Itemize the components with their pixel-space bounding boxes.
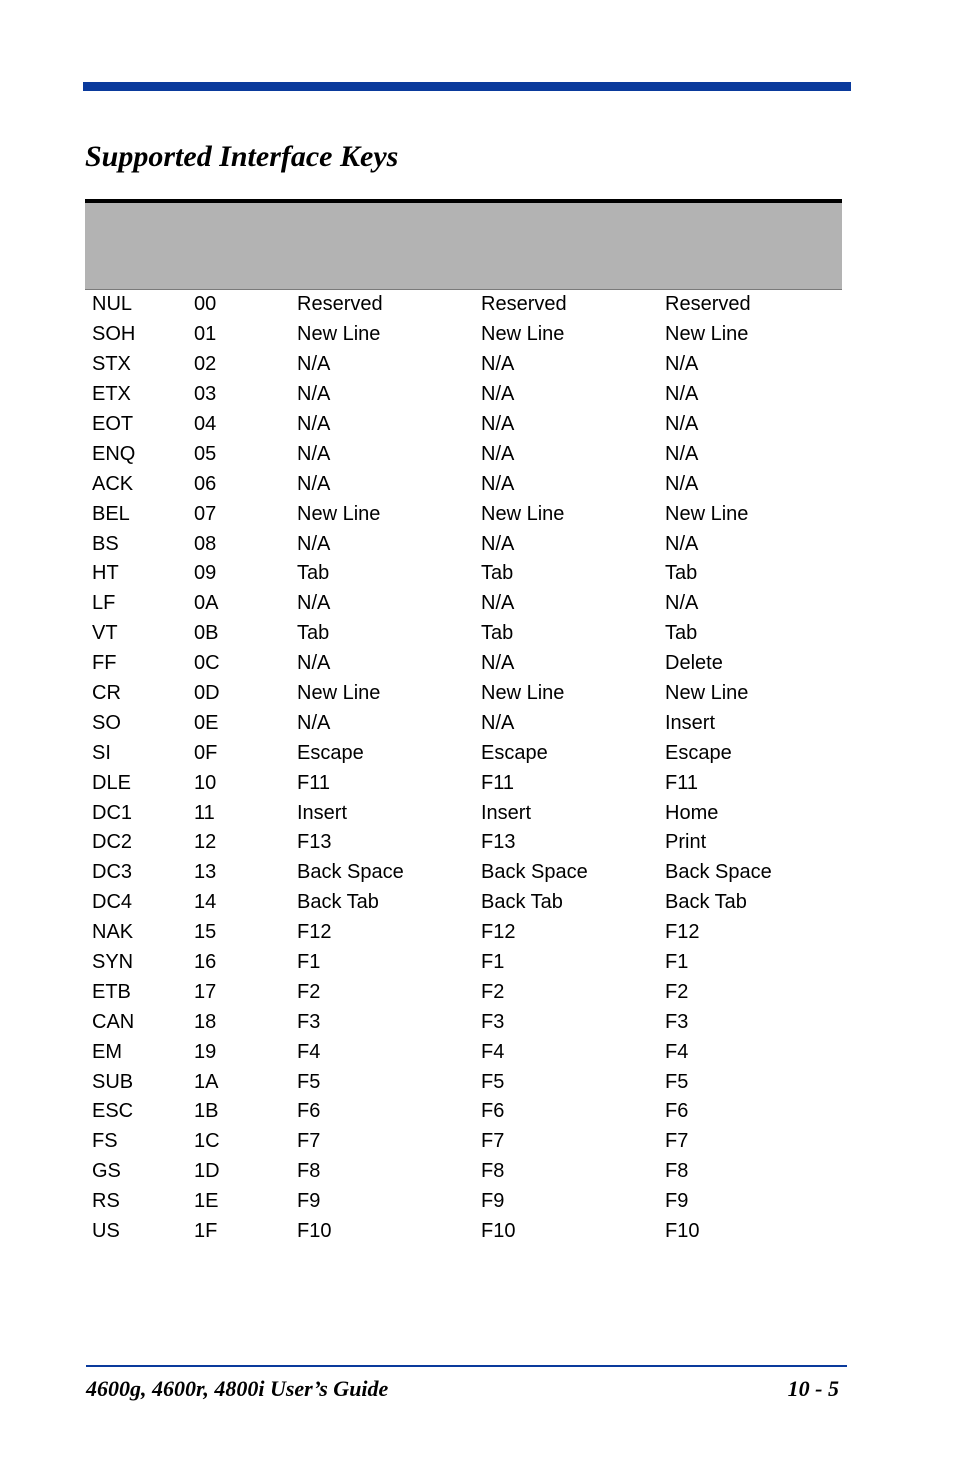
table-cell: 05 — [194, 442, 217, 465]
table-row — [85, 1037, 842, 1067]
table-cell: N/A — [297, 652, 331, 675]
table-cell: Back Space — [481, 861, 588, 884]
table-cell: N/A — [481, 353, 515, 376]
table-cell: N/A — [297, 472, 331, 495]
table-cell: F12 — [297, 921, 332, 944]
table-cell: New Line — [665, 682, 749, 705]
table-cell: SYN — [92, 951, 134, 974]
table-cell: SOH — [92, 323, 136, 346]
table-cell: 01 — [194, 323, 217, 346]
table-cell: ACK — [92, 472, 134, 495]
table-cell: F7 — [481, 1130, 505, 1153]
interface-keys-table — [85, 199, 842, 1247]
table-cell: New Line — [665, 502, 749, 525]
table-cell: F12 — [481, 921, 516, 944]
table-cell: N/A — [297, 532, 331, 555]
table-row — [85, 499, 842, 529]
table-cell: N/A — [665, 472, 699, 495]
table-row — [85, 559, 842, 589]
table-cell: F1 — [665, 951, 689, 974]
table-cell: F11 — [297, 771, 330, 794]
table-cell: ETB — [92, 980, 131, 1003]
table-cell: New Line — [297, 682, 381, 705]
table-cell: CR — [92, 682, 121, 705]
table-cell: BS — [92, 532, 119, 555]
table-cell: 12 — [194, 831, 217, 854]
table-row — [85, 439, 842, 469]
table-cell: N/A — [297, 592, 331, 615]
table-cell: US — [92, 1220, 120, 1243]
table-header-row — [85, 203, 842, 290]
table-cell: Print — [665, 831, 707, 854]
table-cell: N/A — [297, 353, 331, 376]
table-cell: SO — [92, 711, 121, 734]
table-cell: Escape — [481, 741, 548, 764]
table-cell: DC4 — [92, 891, 133, 914]
table-cell: 0A — [194, 592, 219, 615]
table-cell: F10 — [481, 1220, 516, 1243]
table-cell: 0E — [194, 711, 219, 734]
table-cell: 10 — [194, 771, 217, 794]
table-cell: 07 — [194, 502, 217, 525]
table-cell: N/A — [297, 442, 331, 465]
table-cell: F1 — [481, 951, 505, 974]
table-cell: Reserved — [481, 293, 567, 316]
table-cell: F9 — [297, 1190, 321, 1213]
table-row — [85, 828, 842, 858]
table-body — [85, 290, 842, 1247]
table-cell: F13 — [481, 831, 516, 854]
table-cell: Tab — [481, 622, 514, 645]
table-row — [85, 1157, 842, 1187]
table-cell: EM — [92, 1040, 122, 1063]
table-cell: N/A — [297, 383, 331, 406]
table-cell: 15 — [194, 921, 217, 944]
table-row — [85, 768, 842, 798]
table-cell: N/A — [481, 442, 515, 465]
table-row — [85, 679, 842, 709]
table-cell: N/A — [481, 413, 515, 435]
table-cell: Insert — [665, 711, 716, 734]
table-cell: N/A — [481, 472, 515, 495]
table-cell: F3 — [665, 1010, 689, 1033]
table-cell: 17 — [194, 980, 217, 1003]
table-cell: F10 — [297, 1220, 332, 1243]
table-row — [85, 798, 842, 828]
table-row — [85, 1007, 842, 1037]
table-cell: Back Space — [297, 861, 404, 884]
table-cell: ESC — [92, 1100, 134, 1123]
table-row — [85, 948, 842, 978]
table-row — [85, 350, 842, 380]
table-cell: 02 — [194, 353, 217, 376]
table-row — [85, 619, 842, 649]
table-cell: F12 — [665, 921, 700, 944]
table-cell: N/A — [297, 413, 331, 435]
table-cell: 08 — [194, 532, 217, 555]
table-row — [85, 410, 842, 440]
table-cell: Insert — [297, 801, 348, 824]
table-cell: Tab — [665, 622, 698, 645]
table-cell: VT — [92, 622, 118, 645]
table-cell: BEL — [92, 502, 130, 525]
table-cell: 03 — [194, 383, 217, 406]
table-cell: RS — [92, 1190, 120, 1213]
table-row — [85, 589, 842, 619]
table-row — [85, 858, 842, 888]
table-cell: F8 — [297, 1160, 321, 1183]
table-cell: DC1 — [92, 801, 133, 824]
table-cell: EOT — [92, 413, 134, 435]
header-rule — [83, 82, 851, 91]
table-cell: Tab — [297, 562, 330, 585]
table-cell: Tab — [297, 622, 330, 645]
table-cell: SI — [92, 741, 111, 764]
table-row — [85, 1097, 842, 1127]
table-cell: ETX — [92, 383, 131, 406]
table-cell: N/A — [481, 652, 515, 675]
table-cell: Back Tab — [481, 891, 563, 914]
table-cell: F3 — [481, 1010, 505, 1033]
table-cell: F5 — [665, 1070, 689, 1093]
table-cell: N/A — [665, 383, 699, 406]
table-cell: FF — [92, 652, 117, 675]
table-row — [85, 918, 842, 948]
table-cell: F2 — [665, 980, 689, 1003]
table-cell: N/A — [481, 592, 515, 615]
table-cell: NUL — [92, 293, 133, 316]
table-cell: 0F — [194, 741, 218, 764]
table-cell: 00 — [194, 293, 217, 316]
table-cell: 0C — [194, 652, 220, 675]
table-cell: F7 — [665, 1130, 689, 1153]
table-cell: F7 — [297, 1130, 321, 1153]
footer-guide-title: 4600g, 4600r, 4800i User’s Guide — [86, 1376, 389, 1401]
table-cell: F5 — [297, 1070, 321, 1093]
table-row — [85, 1127, 842, 1157]
table-row — [85, 738, 842, 768]
table-cell: New Line — [665, 323, 749, 346]
table-cell: N/A — [665, 592, 699, 615]
table-row — [85, 1187, 842, 1217]
table-cell: Back Tab — [297, 891, 379, 914]
table-cell: 1A — [194, 1070, 219, 1093]
table-cell: 09 — [194, 562, 217, 585]
table-cell: N/A — [481, 711, 515, 734]
table-row — [85, 649, 842, 679]
table-cell: F10 — [665, 1220, 700, 1243]
table-cell: 1C — [194, 1130, 220, 1153]
table-cell: 1B — [194, 1100, 219, 1123]
table-cell: 06 — [194, 472, 217, 495]
table-cell: N/A — [665, 413, 699, 435]
table-row — [85, 469, 842, 499]
table-cell: 18 — [194, 1010, 217, 1033]
page-title: Supported Interface Keys — [85, 140, 399, 173]
table-cell: Reserved — [665, 293, 751, 316]
table-cell: N/A — [481, 532, 515, 555]
table-cell: 1E — [194, 1190, 219, 1213]
table-cell: F8 — [481, 1160, 505, 1183]
footer-rule — [86, 1365, 847, 1367]
table-cell: Tab — [481, 562, 514, 585]
table-cell: F4 — [297, 1040, 321, 1063]
table-cell: SUB — [92, 1070, 134, 1093]
table-cell: DC3 — [92, 861, 133, 884]
table-row — [85, 977, 842, 1007]
table-cell: Delete — [665, 652, 723, 675]
table-cell: HT — [92, 562, 119, 585]
footer-page-number: 10 - 5 — [787, 1376, 839, 1401]
table-cell: N/A — [665, 442, 699, 465]
table-cell: New Line — [481, 323, 565, 346]
table-cell: N/A — [297, 711, 331, 734]
table-cell: Reserved — [297, 293, 383, 316]
table-cell: F5 — [481, 1070, 505, 1093]
table-row — [85, 1067, 842, 1097]
table-cell: N/A — [481, 383, 515, 406]
table-cell: F9 — [665, 1190, 689, 1213]
table-cell: 0D — [194, 682, 220, 705]
table-cell: 04 — [194, 413, 217, 435]
table-cell: New Line — [297, 502, 381, 525]
table-cell: Tab — [665, 562, 698, 585]
table-cell: F6 — [481, 1100, 505, 1123]
table-cell: GS — [92, 1160, 121, 1183]
table-cell: F4 — [665, 1040, 689, 1063]
table-cell: Back Space — [665, 861, 772, 884]
table-cell: NAK — [92, 921, 134, 944]
table-cell: F11 — [481, 771, 514, 794]
table-cell: F1 — [297, 951, 321, 974]
table-cell: 13 — [194, 861, 217, 884]
table-cell: F13 — [297, 831, 332, 854]
table-cell: F9 — [481, 1190, 505, 1213]
table-cell: DC2 — [92, 831, 133, 854]
table-row — [85, 320, 842, 350]
table-cell: F4 — [481, 1040, 505, 1063]
table-cell: 1D — [194, 1160, 220, 1183]
table-cell: 14 — [194, 891, 217, 914]
table-cell: F6 — [297, 1100, 321, 1123]
table-cell: Escape — [297, 741, 364, 764]
table-cell: New Line — [297, 323, 381, 346]
table-row — [85, 888, 842, 918]
table-cell: F8 — [665, 1160, 689, 1183]
table-cell: F2 — [481, 980, 505, 1003]
table-cell: DLE — [92, 771, 131, 794]
table-cell: LF — [92, 592, 116, 615]
table-cell: 11 — [194, 801, 215, 824]
table-cell: New Line — [481, 682, 565, 705]
table-row — [85, 1217, 842, 1247]
table-row — [85, 380, 842, 410]
table-cell: 16 — [194, 951, 217, 974]
table-cell: 19 — [194, 1040, 217, 1063]
table-cell: F6 — [665, 1100, 689, 1123]
table-cell: 0B — [194, 622, 219, 645]
table-cell: F3 — [297, 1010, 321, 1033]
table-cell: STX — [92, 353, 131, 376]
table-cell: New Line — [481, 502, 565, 525]
table-row — [85, 529, 842, 559]
table-row — [85, 708, 842, 738]
table-cell: F2 — [297, 980, 321, 1003]
table-row — [85, 290, 842, 320]
table-cell: Home — [665, 801, 719, 824]
table-cell: F11 — [665, 771, 698, 794]
table-cell: FS — [92, 1130, 118, 1153]
table-cell: Back Tab — [665, 891, 747, 914]
table-cell: N/A — [665, 532, 699, 555]
table-cell: Insert — [481, 801, 532, 824]
table-cell: 1F — [194, 1220, 218, 1243]
table-cell: N/A — [665, 353, 699, 376]
table-cell: ENQ — [92, 442, 136, 465]
table-cell: Escape — [665, 741, 732, 764]
table-cell: CAN — [92, 1010, 135, 1033]
